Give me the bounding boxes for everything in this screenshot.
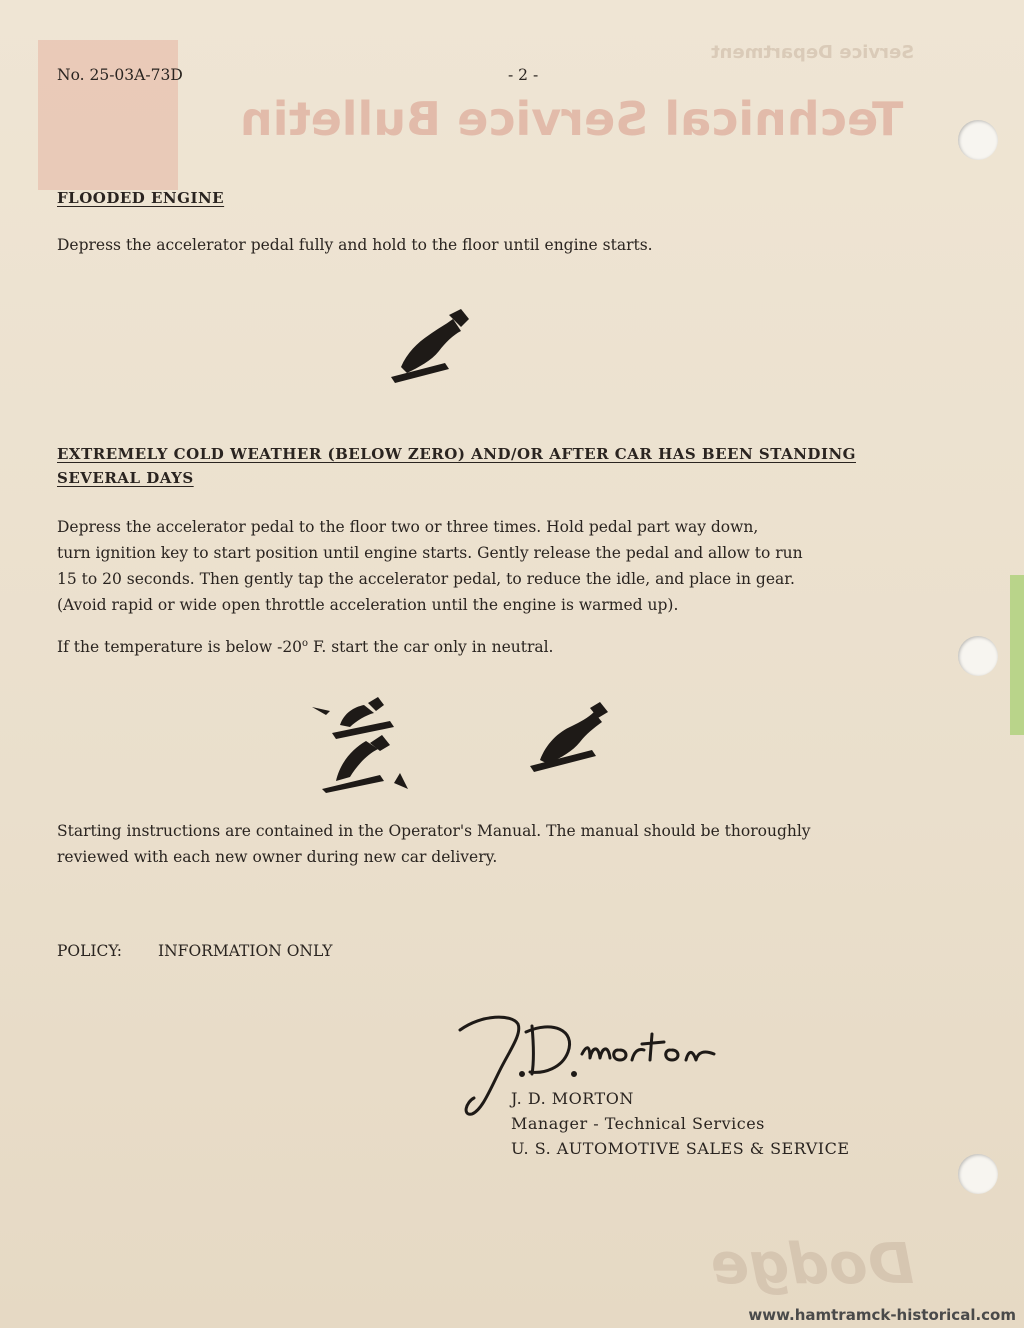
bleed-through-logo — [38, 40, 178, 190]
bleed-bulletin-title: Technical Service Bulletin — [240, 92, 904, 146]
manual-line: Starting instructions are contained in the Operator's Manual. The manual should be thoroughly — [57, 822, 811, 840]
signature-block — [511, 1086, 850, 1161]
policy-label: POLICY: — [57, 942, 122, 960]
signer-title: Manager - Technical Services — [511, 1114, 765, 1133]
pedal-floor-illustration — [383, 305, 473, 385]
pedal-pump-illustration — [308, 693, 418, 793]
divider-tab — [1010, 575, 1024, 735]
flooded-engine-heading: FLOODED ENGINE — [57, 189, 225, 207]
signer-organization: U. S. AUTOMOTIVE SALES & SERVICE — [511, 1139, 850, 1158]
binder-hole-middle — [958, 636, 998, 676]
cold-weather-heading-cont: SEVERAL DAYS — [57, 469, 194, 487]
website-watermark: www.hamtramck-historical.com — [748, 1306, 1016, 1324]
flooded-engine-text: Depress the accelerator pedal fully and hold to the floor until engine starts. — [57, 236, 653, 254]
page-number: - 2 - — [508, 66, 539, 84]
cold-weather-heading: EXTREMELY COLD WEATHER (BELOW ZERO) AND/OR AFTER CAR HAS BEEN STANDING — [57, 445, 856, 463]
instruction-line: turn ignition key to start position until engine starts. Gently release the pedal and allow to run — [57, 544, 803, 562]
bleed-department: Service Department — [710, 42, 914, 63]
bleed-brand: Dodge — [710, 1232, 914, 1297]
cold-weather-instructions — [57, 514, 803, 618]
instruction-line: 15 to 20 seconds. Then gently tap the accelerator pedal, to reduce the idle, and place in gear. — [57, 570, 795, 588]
bulletin-number: No. 25-03A-73D — [57, 66, 183, 84]
binder-hole-bottom — [958, 1154, 998, 1194]
policy-value: INFORMATION ONLY — [158, 942, 333, 960]
temperature-note — [57, 638, 553, 656]
signer-name: J. D. MORTON — [511, 1089, 634, 1108]
degree-symbol: o — [302, 638, 309, 649]
manual-line: reviewed with each new owner during new car delivery. — [57, 848, 498, 866]
temperature-note-end: F. start the car only in neutral. — [308, 638, 554, 657]
temperature-note-start: If the temperature is below -20 — [57, 638, 303, 657]
instruction-line: (Avoid rapid or wide open throttle acceleration until the engine is warmed up). — [57, 596, 679, 614]
pedal-partway-illustration — [526, 702, 610, 774]
instruction-line: Depress the accelerator pedal to the floor two or three times. Hold pedal part way down, — [57, 518, 759, 536]
manual-paragraph — [57, 818, 811, 870]
binder-hole-top — [958, 120, 998, 160]
